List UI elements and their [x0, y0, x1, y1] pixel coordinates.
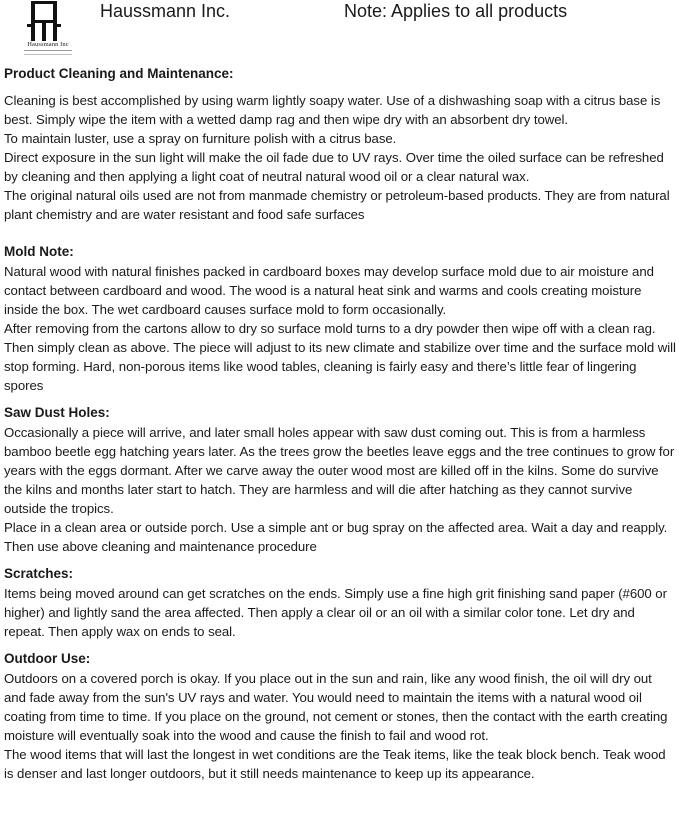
paragraph: Outdoors on a covered porch is okay. If you place out in the sun and rain, like any wood finish, the oil will dry out and fade away from the sun's UV rays and water. You would need to maintain the items with a natural wood oil coating from time to time. If you place on the ground, not cement or stones, then the contact with the earth creating moisture will eventually soak into the wood and cause the finish to fail and wood rot. — [4, 670, 668, 744]
section-outdoor — [4, 649, 677, 783]
paragraph: After removing from the cartons allow to dry so surface mold turns to a dry powder then wipe off with a clean rag. — [4, 320, 656, 336]
paragraph: The original natural oils used are not from manmade chemistry or petroleum-based products. They are from natural plant chemistry and are water resistant and food safe surfaces — [4, 187, 670, 223]
paragraph: Direct exposure in the sun light will make the oil fade due to UV rays. Over time the oiled surface can be refreshed by cleaning and then applying a light coat of neutral natural wood oil or a clear natural wax. — [4, 149, 664, 184]
paragraph: Items being moved around can get scratches on the ends. Simply use a fine high grit finishing sand paper (#600 or higher) and lightly sand the area affected. Then apply a clear oil or an oil with a similar color tone. Let dry and repeat. Then apply wax on ends to seal. — [4, 585, 667, 640]
chair-logo-icon — [20, 0, 76, 42]
company-logo — [20, 0, 76, 60]
section-heading: Scratches: — [4, 566, 74, 582]
logo-wordmark: Haussmann Inc — [27, 41, 69, 48]
section-heading: Saw Dust Holes: — [4, 405, 110, 421]
paragraph: To maintain luster, use a spray on furniture polish with a citrus base. — [4, 130, 397, 146]
paragraph: Place in a clean area or outside porch. Use a simple ant or bug spray on the affected area. Wait a day and reapply. Then use above cleaning and maintenance procedure — [4, 520, 668, 555]
paragraph: Cleaning is best accomplished by using warm lightly soapy water. Use of a dishwashing soap with a citrus base is best. Simply wipe the item with a wetted damp rag and then wipe dry with an absorbent dry towel. — [4, 92, 661, 127]
section-heading: Mold Note: — [4, 244, 74, 260]
paragraph: The wood items that will last the longest in wet conditions are the Teak items, like the teak block bench. Teak wood is denser and last longer outdoors, but it still needs maintenance to keep up its appearance. — [4, 747, 666, 782]
document-body — [4, 64, 677, 783]
paragraph: Then simply clean as above. The piece will adjust to its new climate and stabilize over time and the surface mold will stop forming. Hard, non-porous items like wood tables, cleaning is fairly easy and there’s little fear of lingering spores — [4, 340, 676, 394]
section-heading: Outdoor Use: — [4, 651, 91, 667]
company-name: Haussmann Inc. — [100, 1, 231, 21]
section-heading: Product Cleaning and Maintenance: — [4, 66, 234, 81]
section-cleaning — [4, 64, 677, 224]
section-sawdust — [4, 403, 677, 556]
paragraph: Natural wood with natural finishes packed in cardboard boxes may develop surface mold due to air moisture and contact between cardboard and wood. The wood is a natural heat sink and warms and cools creating moisture inside the box. The wet cardboard causes surface mold to form occasionally. — [4, 263, 654, 317]
logo-tagline-rule — [24, 50, 72, 55]
section-scratches — [4, 564, 677, 641]
section-mold — [4, 242, 677, 395]
page-header — [0, 0, 679, 60]
paragraph: Occasionally a piece will arrive, and later small holes appear with saw dust coming out. This is from a harmless bamboo beetle egg hatching years later. As the trees grow the beetles leave eggs and the tree continues to grow for years with the eggs dormant. After we carve away the outer wood most are killed off in the kilns. Some do survive the kilns and months later start to hatch. They are harmless and will die after hatching as they cannot survive outside the tropics. — [4, 424, 675, 517]
header-note: Note: Applies to all products — [344, 1, 568, 21]
